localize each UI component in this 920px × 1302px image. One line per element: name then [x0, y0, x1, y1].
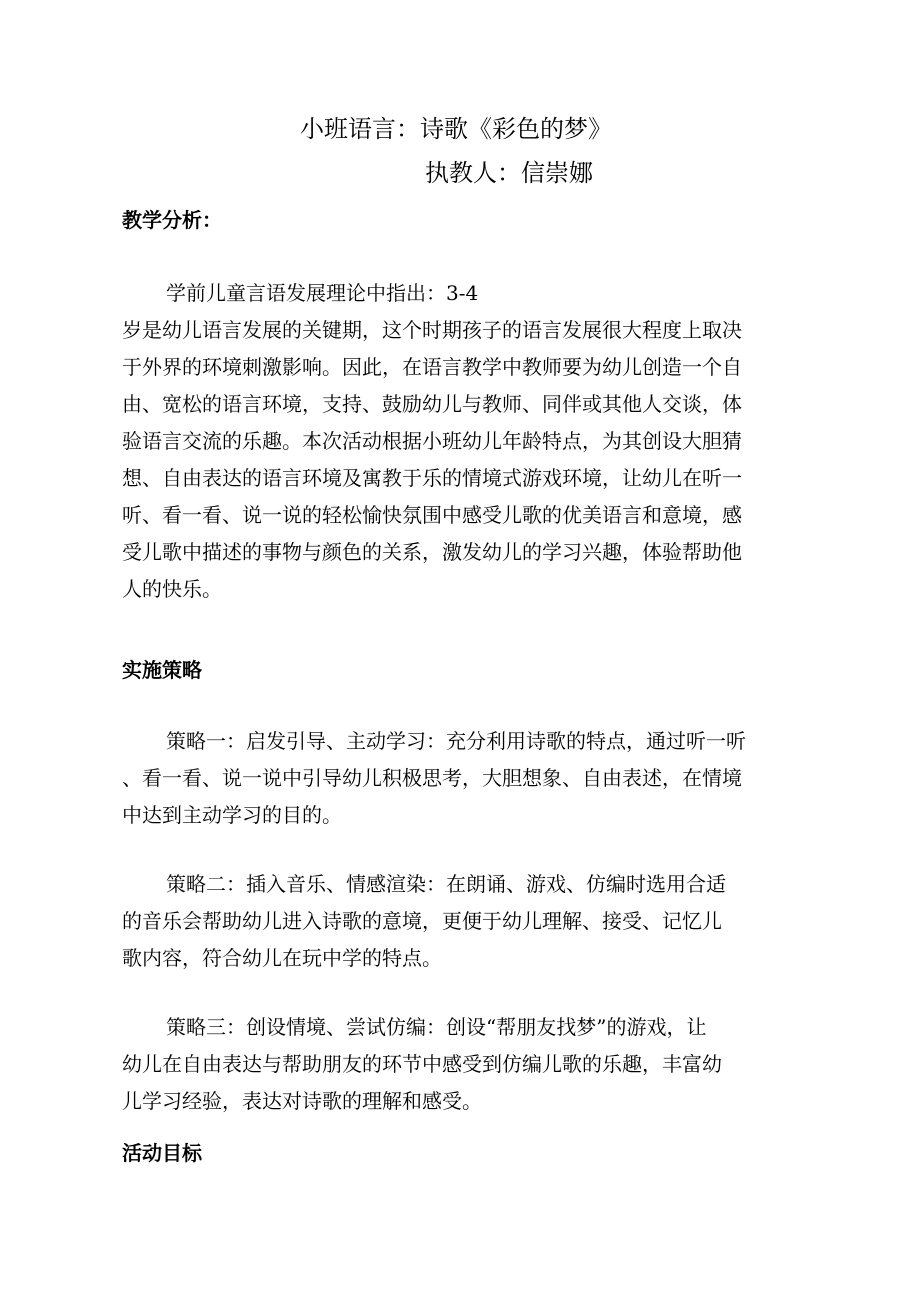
strategy3-line: 幼儿在自由表达与帮助朋友的环节中感受到仿编儿歌的乐趣，丰富幼 [122, 1052, 722, 1076]
analysis-line: 学前儿童言语发展理论中指出：3-4 [166, 281, 479, 305]
analysis-line: 想、自由表达的语言环境及寓教于乐的情境式游戏环境，让幼儿在听一 [122, 466, 742, 490]
heading-strategy: 实施策略 [122, 658, 202, 682]
strategy2-line: 的音乐会帮助幼儿进入诗歌的意境，更便于幼儿理解、接受、记忆儿 [122, 909, 722, 933]
teacher-name: 执教人：信崇娜 [425, 159, 593, 187]
strategy1-line: 、看一看、说一说中引导幼儿积极思考，大胆想象、自由表述，在情境 [122, 766, 742, 790]
strategy3-line: 策略三：创设情境、尝试仿编：创设“帮朋友找梦”的游戏，让 [166, 1015, 707, 1039]
strategy1-line: 策略一：启发引导、主动学习：充分利用诗歌的特点，通过听一听 [166, 729, 746, 753]
strategy1-line: 中达到主动学习的目的。 [122, 803, 342, 827]
page-title: 小班语言：诗歌《彩色的梦》 [300, 115, 612, 143]
analysis-line: 于外界的环境刺激影响。因此，在语言教学中教师要为幼儿创造一个自 [122, 355, 742, 379]
strategy2-line: 策略二：插入音乐、情感渲染：在朗诵、游戏、仿编时选用合适 [166, 872, 726, 896]
analysis-line: 由、宽松的语言环境，支持、鼓励幼儿与教师、同伴或其他人交谈，体 [122, 392, 742, 416]
analysis-line: 人的快乐。 [122, 577, 222, 601]
analysis-line: 岁是幼儿语言发展的关键期，这个时期孩子的语言发展很大程度上取决 [122, 318, 742, 342]
strategy2-line: 歌内容，符合幼儿在玩中学的特点。 [122, 946, 442, 970]
analysis-line: 受儿歌中描述的事物与颜色的关系，激发幼儿的学习兴趣，体验帮助他 [122, 540, 742, 564]
analysis-line: 听、看一看、说一说的轻松愉快氛围中感受儿歌的优美语言和意境，感 [122, 503, 742, 527]
strategy3-line: 儿学习经验，表达对诗歌的理解和感受。 [122, 1089, 482, 1113]
heading-goals: 活动目标 [122, 1141, 202, 1165]
analysis-line: 验语言交流的乐趣。本次活动根据小班幼儿年龄特点，为其创设大胆猜 [122, 429, 742, 453]
heading-analysis: 教学分析： [122, 208, 222, 232]
